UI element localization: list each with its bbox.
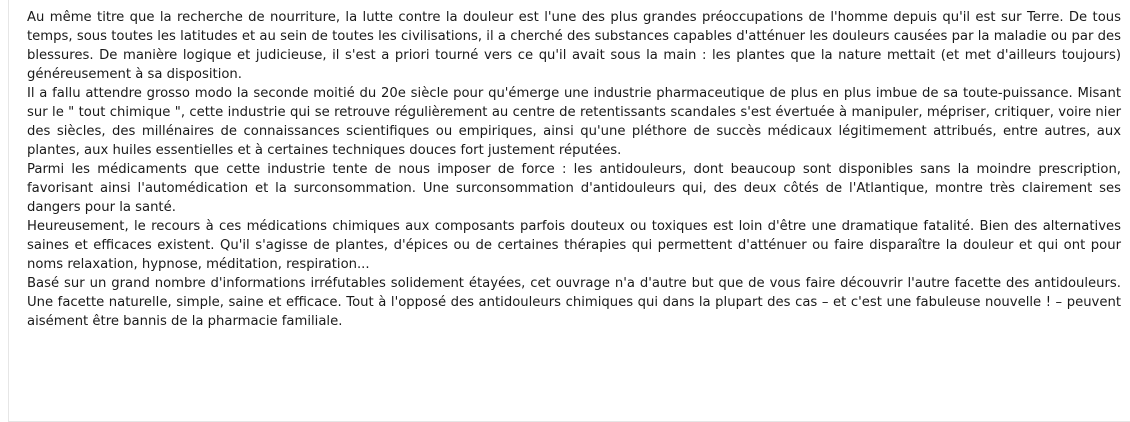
- paragraph-4: Heureusement, le recours à ces médications chimiques aux composants parfois douteux ou toxiques est loin d'être une dramatique fatalité. Bien des alternatives saines et efficaces existent. Qu'il s'agisse de plantes, d'épices ou de certaines thérapies qui permettent d'atténuer ou faire disparaître la douleur et qui ont pour noms relaxation, hypnose, méditation, respiration...: [27, 219, 1121, 272]
- paragraph-5: Basé sur un grand nombre d'informations irréfutables solidement étayées, cet ouvrage n'a d'autre but que de vous faire découvrir l'autre facette des antidouleurs. Une facette naturelle, simple, saine et efficace. Tout à l'opposé des antidouleurs chimiques qui dans la plupart des cas – et c'est une fabuleuse nouvelle ! – peuvent aisément être bannis de la pharmacie familiale.: [27, 276, 1121, 329]
- paragraph-2: Il a fallu attendre grosso modo la seconde moitié du 20e siècle pour qu'émerge une industrie pharmaceutique de plus en plus imbue de sa toute-puissance. Misant sur le " tout chimique ", cette industrie qui se retrouve régulièrement au centre de retentissants scandales s'est évertuée à manipuler, mépriser, critiquer, voire nier des siècles, des millénaires de connaissances scientifiques ou empiriques, ainsi qu'une pléthore de succès médicaux légitimement attribués, entre autres, aux plantes, aux huiles essentielles et à certaines techniques douces fort justement réputées.: [27, 86, 1121, 158]
- description-panel: [8, 0, 1130, 422]
- description-text: [27, 8, 1121, 331]
- paragraph-3: Parmi les médicaments que cette industrie tente de nous imposer de force : les antidouleurs, dont beaucoup sont disponibles sans la moindre prescription, favorisant ainsi l'automédication et la surconsommation. Une surconsommation d'antidouleurs qui, des deux côtés de l'Atlantique, montre très clairement ses dangers pour la santé.: [27, 162, 1121, 215]
- paragraph-1: Au même titre que la recherche de nourriture, la lutte contre la douleur est l'une des plus grandes préoccupations de l'homme depuis qu'il est sur Terre. De tous temps, sous toutes les latitudes et au sein de toutes les civilisations, il a cherché des substances capables d'atténuer les douleurs causées par la maladie ou par des blessures. De manière logique et judicieuse, il s'est a priori tourné vers ce qu'il avait sous la main : les plantes que la nature mettait (et met d'ailleurs toujours) généreusement à sa disposition.: [27, 10, 1121, 82]
